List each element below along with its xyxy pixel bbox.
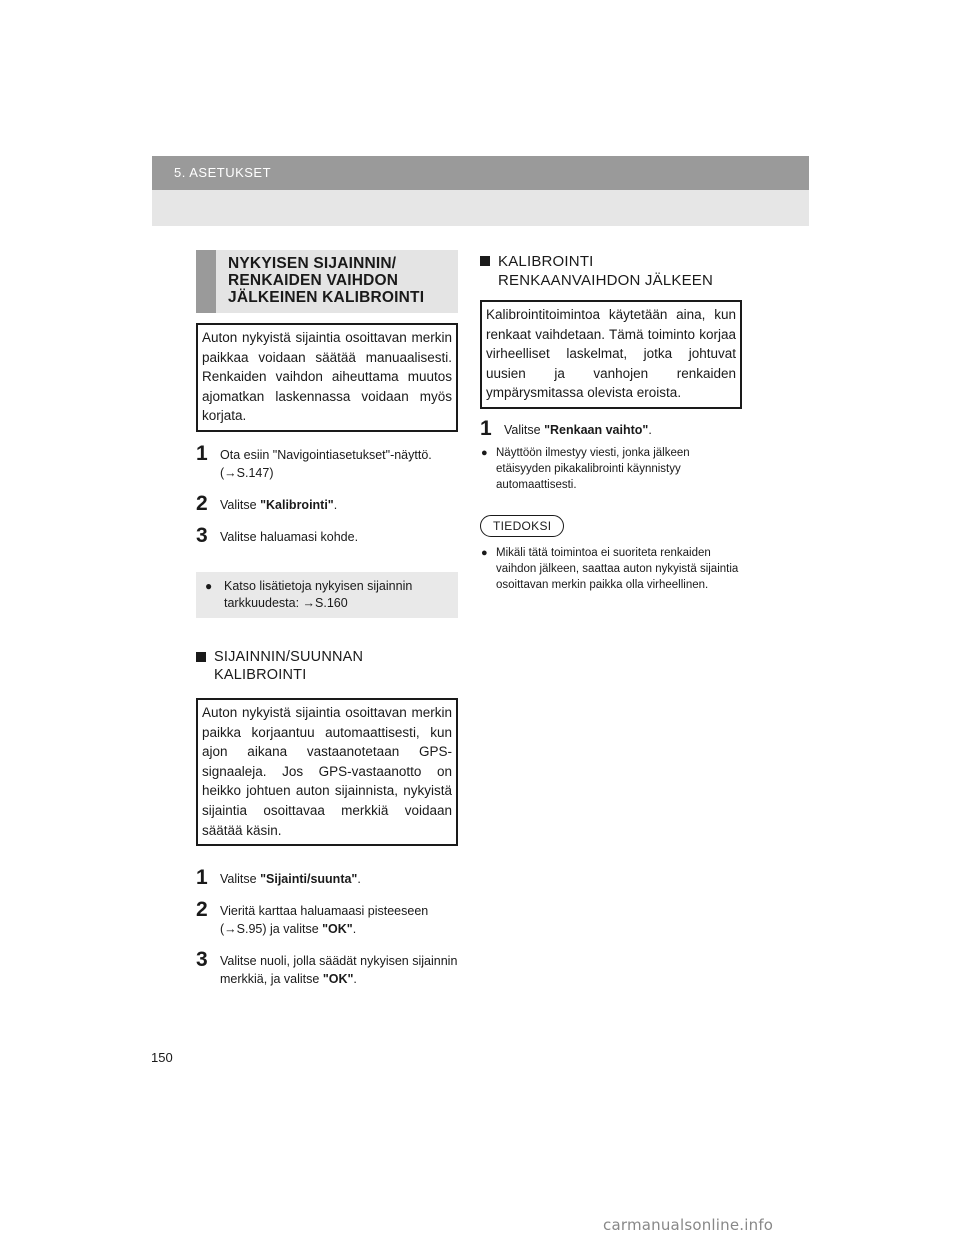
square-bullet-icon [480,256,490,266]
tyre-step-1 [480,416,742,440]
step2-1 [196,866,458,890]
header-sub-band [152,190,809,226]
section-heading-line-1: KALIBROINTI [498,253,594,270]
section-heading-line-1: SIJAINNIN/SUUNNAN [214,648,364,665]
tip-bullet [480,545,742,593]
left-intro-text: Auton nykyistä sijaintia osoittavan merkin paikkaa voidaan säätää manuaalisesti. Renkaiden vaihdon aiheuttama muutos ajomatkan laskennassa voidaan myös korjata. [202,330,452,424]
step-number: 2 [196,491,208,515]
left-title-line-2: RENKAIDEN VAIHDON [228,272,399,289]
step-text: Valitse nuoli, jolla säädät nykyisen sijainnin merkkiä, ja valitse [220,954,458,987]
right-column [480,250,742,593]
tyre-bullet [480,445,742,493]
page-number: 150 [151,1050,173,1065]
step-text: Valitse [504,422,545,437]
step2-3 [196,948,458,988]
step-text: Valitse [220,497,261,512]
tip-label-wrap [480,515,742,537]
section-heading-tyre [480,252,742,290]
bullet-icon: ● [481,446,488,459]
step-number: 3 [196,948,208,972]
section-heading-gps [196,648,458,684]
left-title [228,250,458,306]
note-box [196,572,458,618]
tip-text: Mikäli tätä toimintoa ei suoriteta renkaiden vaihdon jälkeen, saattaa auton nykyistä sijaintia osoittavan merkin paikka olla virheellinen. [496,546,739,591]
watermark-logo: carmanualsonline.info [603,1216,774,1234]
step-emphasis: "Sijainti/suunta" [260,872,358,887]
step-1 [196,441,458,482]
step-emphasis: "Renkaan vaihto" [544,422,649,437]
left-title-line-1: NYKYISEN SIJAINNIN/ [228,255,397,272]
tyre-bullet-text: Näyttöön ilmestyy viesti, jonka jälkeen etäisyyden pikakalibrointi käynnistyy automaattisesti. [496,446,690,491]
bullet-icon: ● [481,546,488,559]
section-header-band [152,156,809,190]
step-number: 1 [480,416,492,440]
step-suffix: . [333,497,338,512]
step-emphasis: "Kalibrointi" [260,497,334,512]
section-heading-line-2: KALIBROINTI [214,666,307,683]
step-3 [196,523,458,547]
left-steps [196,441,458,547]
step-text: Ota esiin "Navigointiasetukset"-näyttö. (→S.147) [220,447,432,480]
left-intro-box [196,323,458,432]
step-text: Valitse haluamasi kohde. [220,529,359,544]
step-suffix: . [353,972,357,987]
step-number: 1 [196,866,208,890]
step-suffix: . [357,872,361,887]
left-title-line-3: JÄLKEINEN KALIBROINTI [228,289,425,306]
step-number: 1 [196,441,208,465]
step-suffix: . [648,422,652,437]
step-text: Vieritä karttaa haluamaasi pisteeseen (→S.95) ja valitse [220,904,429,937]
step-text: Valitse [220,872,261,887]
gps-info-box [196,698,458,846]
section-header-title: 5. ASETUKSET [174,165,272,180]
gps-info-text: Auton nykyistä sijaintia osoittavan merkin paikka korjaantuu automaattisesti, kun ajon aikana vastaanotetaan GPS-signaaleja. Jos GPS-vastaanotto on heikko johtuen auton sijainnista, nykyistä sijaintia osoittavaa merkkiä voidaan säätää käsin. [202,704,452,838]
step2-2 [196,898,458,938]
left-title-box [196,250,458,313]
title-accent-bar [196,250,216,313]
step-2 [196,491,458,515]
step-emphasis: "OK" [322,972,354,987]
step-number: 3 [196,523,208,547]
tyre-info-box [480,300,742,409]
step-emphasis: "OK" [322,922,353,937]
section-heading-line-2: RENKAANVAIHDON JÄLKEEN [498,272,714,289]
tip-label: TIEDOKSI [480,515,564,537]
tyre-info-text: Kalibrointitoimintoa käytetään aina, kun renkaat vaihdetaan. Tämä toiminto korjaa virheelliset laskelmat, jotka johtuvat uusien ja vanhojen renkaiden ympärysmitassa olevista eroista. [486,307,736,401]
step-suffix: . [352,922,357,937]
left-steps-2 [196,866,458,988]
note-text: Katso lisätietoja nykyisen sijainnin tarkkuudesta: →S.160 [224,578,413,610]
bullet-icon: ● [205,578,213,593]
left-column [196,250,458,988]
step-number: 2 [196,898,208,922]
square-bullet-icon [196,652,206,662]
